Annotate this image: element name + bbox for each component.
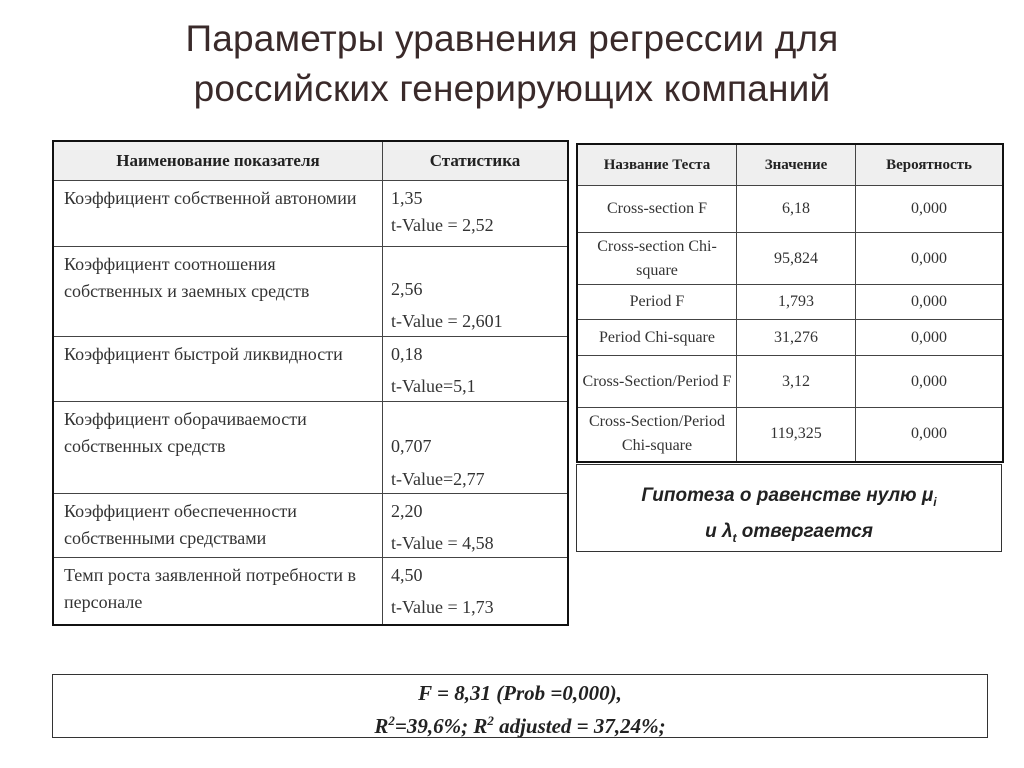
statistics-cell <box>383 558 569 625</box>
t-value: t-Value = 2,601 <box>391 311 503 331</box>
table-row <box>577 285 1003 320</box>
statistics-cell <box>383 181 569 247</box>
test-value: 95,824 <box>737 233 856 285</box>
column-header-probability: Вероятность <box>856 144 1004 186</box>
r-squared-text: =39,6%; R <box>394 714 488 738</box>
r-squared-text: R <box>374 714 389 738</box>
coefficient-value: 0,18 <box>391 344 423 364</box>
slide-title-line-1: Параметры уравнения регрессии для <box>185 18 839 59</box>
coefficient-value: 4,50 <box>391 565 423 585</box>
model-summary-box <box>52 674 988 738</box>
table-row <box>53 402 568 494</box>
f-statistic: F = 8,31 (Prob =0,000), <box>418 681 622 705</box>
tests-table <box>576 143 1004 463</box>
table-row <box>577 320 1003 356</box>
column-header-test-name: Название Теста <box>577 144 737 186</box>
hypothesis-box <box>576 464 1002 552</box>
coefficient-value: 2,20 <box>391 501 423 521</box>
slide-title <box>0 14 1024 114</box>
coefficient-value: 0,707 <box>391 436 432 456</box>
hypothesis-subscript-t: t <box>732 530 737 545</box>
test-probability: 0,000 <box>856 356 1004 408</box>
column-header-statistics: Статистика <box>383 141 569 181</box>
statistics-cell <box>383 402 569 494</box>
coefficient-value: 2,56 <box>391 279 423 299</box>
column-header-indicator: Наименование показателя <box>53 141 383 181</box>
r-squared <box>53 707 987 740</box>
test-probability: 0,000 <box>856 186 1004 233</box>
hypothesis-subscript-i: i <box>933 494 937 509</box>
coefficient-value: 1,35 <box>391 188 423 208</box>
test-probability: 0,000 <box>856 233 1004 285</box>
regression-parameters-table <box>52 140 569 626</box>
test-name: Period Chi-square <box>577 320 737 356</box>
test-value: 31,276 <box>737 320 856 356</box>
statistics-cell <box>383 337 569 402</box>
hypothesis-line-1 <box>577 481 1001 517</box>
test-value: 6,18 <box>737 186 856 233</box>
table-row <box>53 558 568 625</box>
test-name: Cross-section F <box>577 186 737 233</box>
r-squared-text: adjusted = 37,24%; <box>493 714 666 738</box>
table-row <box>577 408 1003 462</box>
hypothesis-text: и λ <box>705 520 733 542</box>
statistics-cell <box>383 494 569 558</box>
indicator-name: Коэффициент соотношения собственных и заемных средств <box>53 247 383 337</box>
t-value: t-Value = 2,52 <box>391 215 494 235</box>
superscript: 2 <box>487 713 494 728</box>
indicator-name: Темп роста заявленной потребности в персонале <box>53 558 383 625</box>
hypothesis-line-2 <box>577 517 1001 553</box>
test-name: Cross-Section/Period F <box>577 356 737 408</box>
hypothesis-text: отвергается <box>736 520 873 542</box>
table-header-row <box>53 141 568 181</box>
t-value: t-Value = 1,73 <box>391 597 494 617</box>
table-row <box>577 233 1003 285</box>
test-value: 1,793 <box>737 285 856 320</box>
test-value: 119,325 <box>737 408 856 462</box>
slide-title-line-2: российских генерирующих компаний <box>193 68 831 109</box>
indicator-name: Коэффициент обеспеченности собственными средствами <box>53 494 383 558</box>
table-header-row <box>577 144 1003 186</box>
column-header-value: Значение <box>737 144 856 186</box>
test-name: Cross-section Chi-square <box>577 233 737 285</box>
test-probability: 0,000 <box>856 285 1004 320</box>
indicator-name: Коэффициент быстрой ликвидности <box>53 337 383 402</box>
indicator-name: Коэффициент оборачиваемости собственных средств <box>53 402 383 494</box>
t-value: t-Value = 4,58 <box>391 533 494 553</box>
table-row <box>53 337 568 402</box>
superscript: 2 <box>388 713 395 728</box>
table-row <box>577 356 1003 408</box>
t-value: t-Value=5,1 <box>391 376 476 396</box>
table-row <box>577 186 1003 233</box>
table-row <box>53 181 568 247</box>
table-row <box>53 247 568 337</box>
statistics-cell <box>383 247 569 337</box>
indicator-name: Коэффициент собственной автономии <box>53 181 383 247</box>
table-row <box>53 494 568 558</box>
test-name: Period F <box>577 285 737 320</box>
test-probability: 0,000 <box>856 408 1004 462</box>
test-name: Cross-Section/Period Chi-square <box>577 408 737 462</box>
test-value: 3,12 <box>737 356 856 408</box>
t-value: t-Value=2,77 <box>391 469 485 489</box>
test-probability: 0,000 <box>856 320 1004 356</box>
hypothesis-text: Гипотеза о равенстве нулю μ <box>641 485 934 506</box>
